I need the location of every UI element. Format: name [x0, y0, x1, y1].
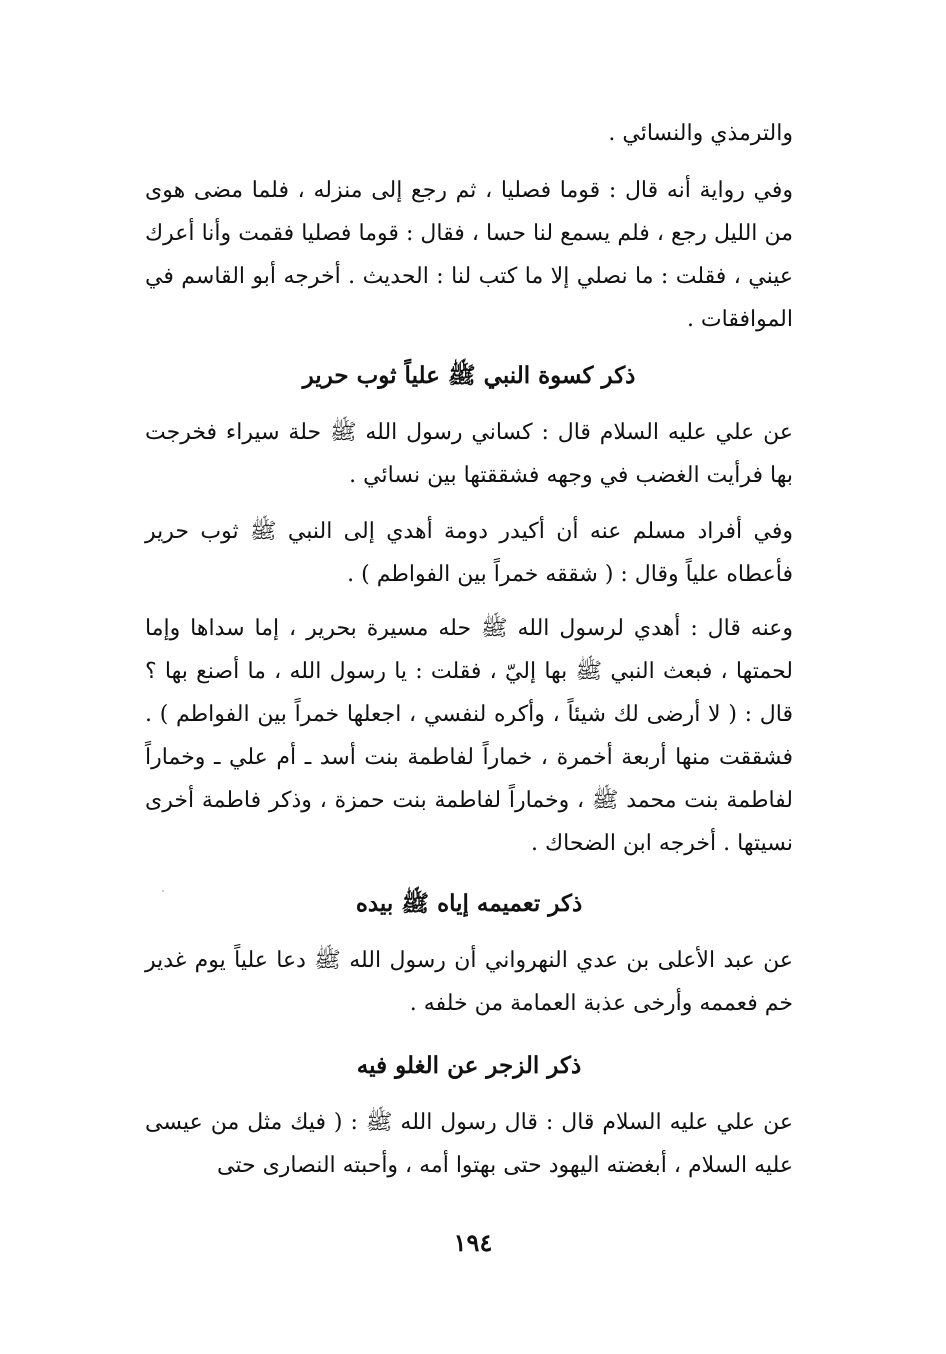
- section-heading-excess: ذكر الزجر عن الغلو فيه: [356, 1052, 582, 1079]
- paragraph-ghadir-turban: عن عبد الأعلى بن عدي النهرواني أن رسول الله ﷺ دعا علياً يوم غدير خم فعممه وأرخى عذبة العمامة من خلفه .: [145, 948, 793, 1016]
- scan-speck: [162, 890, 164, 892]
- section-heading-turban: ذكر تعميمه إياه ﷺ بيده: [355, 890, 583, 917]
- section-heading-silk-garment: ذكر كسوة النبي ﷺ علياً ثوب حرير: [302, 362, 636, 389]
- paragraph-prayer-narration: وفي رواية أنه قال : قوما فصليا ، ثم رجع إلى منزله ، فلما مضى هوى من الليل رجع ، فلم يسمع لنا حسا ، فقال : قوما فصليا فقمت وأنا أعرك عيني ، فقلت : ما نصلي إلا ما كتب لنا : الحديث . أخرجه أبو القاسم في الموافقات .: [145, 178, 793, 332]
- paragraph-ukaydir-gift: وفي أفراد مسلم عنه أن أكيدر دومة أهدي إلى النبي ﷺ ثوب حرير فأعطاه علياً وقال : ( شققه خمراً بين الفواطم ) .: [145, 519, 793, 587]
- paragraph-four-veils: وعنه قال : أهدي لرسول الله ﷺ حله مسيرة بحرير ، إما سداها وإما لحمتها ، فبعث النبي ﷺ بها إليّ ، فقلت : يا رسول الله ، ما أصنع بها ؟ قال : ( لا أرضى لك شيئاً ، وأكره لنفسي ، اجعلها خمراً بين الفواطم ) . فشققت منها أربعة أخمرة ، خماراً لفاطمة بنت أسد ـ أم علي ـ وخماراً لفاطمة بنت محمد ﷺ ، وخماراً لفاطمة بنت حمزة ، وذكر فاطمة أخرى نسيتها . أخرجه ابن الضحاك .: [145, 616, 794, 856]
- paragraph-siyara-garment: عن علي عليه السلام قال : كساني رسول الله ﷺ حلة سيراء فخرجت بها فرأيت الغضب في وجهه فشققتها بين نسائي .: [145, 420, 793, 488]
- paragraph-isa-likeness: عن علي عليه السلام قال : قال رسول الله ﷺ : ( فيك مثل من عيسى عليه السلام ، أبغضته اليهود حتى بهتوا أمه ، وأحبته النصارى حتى: [145, 1110, 793, 1178]
- page-number: ١٩٤: [453, 1228, 493, 1257]
- continuation-text: والترمذي والنسائي .: [608, 121, 793, 146]
